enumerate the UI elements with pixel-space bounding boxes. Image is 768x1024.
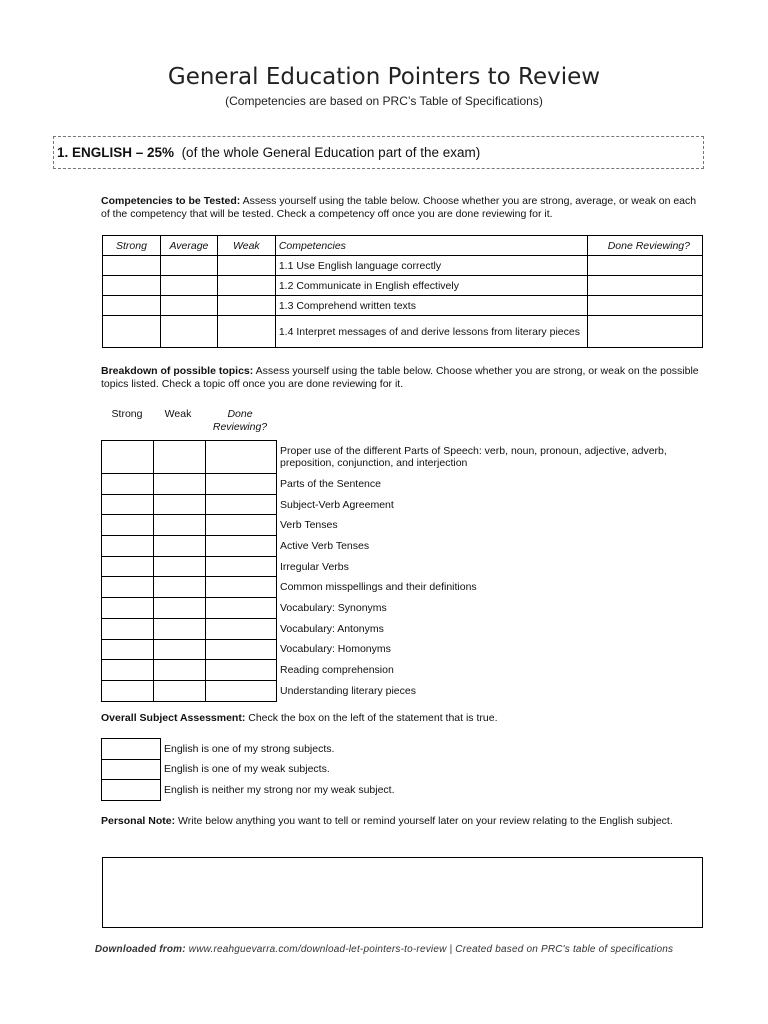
- topic-label: Reading comprehension: [280, 664, 394, 677]
- table-header-row: [103, 236, 703, 256]
- weak-checkbox-cell[interactable]: [217, 256, 275, 276]
- table-row: [102, 474, 703, 495]
- strong-checkbox-cell[interactable]: [102, 536, 154, 557]
- strong-checkbox-cell[interactable]: [102, 618, 154, 639]
- strong-checkbox-cell[interactable]: [103, 296, 161, 316]
- weak-checkbox-cell[interactable]: [154, 577, 206, 598]
- weak-checkbox-cell[interactable]: [154, 639, 206, 660]
- done-checkbox-cell[interactable]: [206, 556, 277, 577]
- weak-checkbox-cell[interactable]: [217, 296, 275, 316]
- weak-checkbox-cell[interactable]: [217, 276, 275, 296]
- table-row: [102, 577, 703, 598]
- personal-note-textarea[interactable]: [102, 857, 703, 928]
- strong-checkbox-cell[interactable]: [103, 256, 161, 276]
- strong-checkbox-cell[interactable]: [102, 441, 154, 474]
- topic-label: Irregular Verbs: [280, 560, 349, 573]
- done-checkbox-cell[interactable]: [206, 515, 277, 536]
- page-footer: [0, 944, 768, 955]
- header-done-reviewing: Done Reviewing?: [588, 236, 703, 256]
- competencies-intro-label: Competencies to be Tested:: [101, 195, 241, 207]
- strong-checkbox-cell[interactable]: [102, 639, 154, 660]
- table-row: [103, 316, 703, 348]
- table-row: [103, 296, 703, 316]
- done-checkbox-cell[interactable]: [206, 680, 277, 701]
- assessment-option: [102, 780, 501, 801]
- competency-label: 1.2 Communicate in English effectively: [275, 276, 587, 296]
- page-title: General Education Pointers to Review: [167, 64, 601, 90]
- done-checkbox-cell[interactable]: [206, 536, 277, 557]
- header-strong: Strong: [103, 236, 161, 256]
- topic-label: Parts of the Sentence: [280, 477, 381, 490]
- table-row: [102, 494, 703, 515]
- table-row: [103, 276, 703, 296]
- done-checkbox-cell[interactable]: [588, 256, 703, 276]
- table-row: [102, 618, 703, 639]
- topic-label: Active Verb Tenses: [280, 539, 370, 552]
- topics-header-weak: Weak: [164, 408, 192, 420]
- weak-checkbox-cell[interactable]: [154, 618, 206, 639]
- strong-checkbox-cell[interactable]: [102, 577, 154, 598]
- weak-checkbox-cell[interactable]: [154, 556, 206, 577]
- footer-text: www.reahguevarra.com/download-let-pointers-to-review | Created based on PRC's table of specifications: [185, 944, 674, 955]
- personal-note-label: Personal Note:: [101, 815, 176, 827]
- topics-header-strong: Strong: [111, 408, 143, 420]
- done-checkbox-cell[interactable]: [206, 441, 277, 474]
- topic-label: Subject-Verb Agreement: [280, 498, 394, 511]
- weak-checkbox-cell[interactable]: [154, 660, 206, 681]
- done-checkbox-cell[interactable]: [206, 474, 277, 495]
- done-checkbox-cell[interactable]: [206, 494, 277, 515]
- competencies-table: [102, 235, 703, 348]
- topic-label: Vocabulary: Homonyms: [280, 643, 391, 656]
- average-checkbox-cell[interactable]: [160, 256, 217, 276]
- done-checkbox-cell[interactable]: [206, 639, 277, 660]
- done-checkbox-cell[interactable]: [206, 660, 277, 681]
- done-checkbox-cell[interactable]: [206, 618, 277, 639]
- header-average: Average: [160, 236, 217, 256]
- done-checkbox-cell[interactable]: [206, 577, 277, 598]
- strong-checkbox-cell[interactable]: [102, 474, 154, 495]
- table-row: [102, 556, 703, 577]
- topics-table: [101, 440, 703, 702]
- weak-checkbox-cell[interactable]: [154, 494, 206, 515]
- strong-checkbox-cell[interactable]: [102, 556, 154, 577]
- strong-checkbox-cell[interactable]: [103, 316, 161, 348]
- strong-checkbox-cell[interactable]: [102, 660, 154, 681]
- done-checkbox-cell[interactable]: [206, 598, 277, 619]
- strong-checkbox-cell[interactable]: [102, 515, 154, 536]
- competency-label: 1.3 Comprehend written texts: [275, 296, 587, 316]
- topics-intro-label: Breakdown of possible topics:: [101, 365, 254, 377]
- header-weak: Weak: [217, 236, 275, 256]
- section-heading-note: (of the whole General Education part of the exam): [181, 145, 481, 160]
- weak-checkbox-cell[interactable]: [154, 474, 206, 495]
- section-header-box: [53, 136, 704, 169]
- assessment-option-label: English is one of my weak subjects.: [164, 763, 330, 776]
- strong-checkbox-cell[interactable]: [102, 680, 154, 701]
- weak-checkbox-cell[interactable]: [154, 441, 206, 474]
- competencies-intro: [101, 195, 701, 221]
- topics-header-done: Done Reviewing?: [212, 408, 268, 433]
- topic-label: Vocabulary: Synonyms: [280, 601, 387, 614]
- strong-checkbox-cell[interactable]: [102, 598, 154, 619]
- assessment-option-label: English is one of my strong subjects.: [164, 742, 335, 755]
- weak-checkbox-cell[interactable]: [154, 680, 206, 701]
- topics-intro-text: Assess yourself using the table below. Choose whether you are strong, or weak on the possible topics listed. Check a topic off once you are done reviewing for it.: [101, 365, 699, 390]
- assessment-option: [102, 739, 501, 760]
- personal-note-intro: [101, 815, 701, 828]
- topic-label: Understanding literary pieces: [280, 684, 416, 697]
- weak-checkbox-cell[interactable]: [154, 598, 206, 619]
- competencies-intro-text: Assess yourself using the table below. Choose whether you are strong, average, or weak on each of the competency that will be tested. Check a competency off once you are done reviewing for it.: [101, 195, 697, 220]
- assessment-option: [102, 759, 501, 780]
- strong-checkbox-cell[interactable]: [103, 276, 161, 296]
- average-checkbox-cell[interactable]: [160, 316, 217, 348]
- assessment-intro-label: Overall Subject Assessment:: [101, 712, 246, 724]
- table-row: [102, 639, 703, 660]
- table-row: [102, 441, 703, 474]
- weak-checkbox-cell[interactable]: [154, 515, 206, 536]
- section-heading: [57, 145, 480, 160]
- topic-label: Proper use of the different Parts of Speech: verb, noun, pronoun, adjective, adverb, preposition, conjunction, and interjection: [280, 445, 667, 469]
- assessment-checkbox[interactable]: [102, 739, 161, 760]
- done-checkbox-cell[interactable]: [588, 316, 703, 348]
- weak-checkbox-cell[interactable]: [154, 536, 206, 557]
- personal-note-text: Write below anything you want to tell or remind yourself later on your review relating to the English subject.: [175, 815, 673, 827]
- topic-label: Common misspellings and their definitions: [280, 581, 477, 594]
- page-subtitle: (Competencies are based on PRC’s Table of Specifications): [225, 94, 543, 108]
- average-checkbox-cell[interactable]: [160, 296, 217, 316]
- table-row: [103, 256, 703, 276]
- assessment-checkbox[interactable]: [102, 780, 161, 801]
- section-heading-label: 1. ENGLISH – 25%: [57, 145, 175, 160]
- weak-checkbox-cell[interactable]: [217, 316, 275, 348]
- topic-label: Vocabulary: Antonyms: [280, 622, 384, 635]
- done-checkbox-cell[interactable]: [588, 276, 703, 296]
- assessment-intro-text: Check the box on the left of the statement that is true.: [245, 712, 498, 724]
- assessment-checkbox[interactable]: [102, 759, 161, 780]
- header-competencies: Competencies: [275, 236, 587, 256]
- assessment-option-label: English is neither my strong nor my weak subject.: [164, 783, 395, 796]
- table-row: [102, 598, 703, 619]
- average-checkbox-cell[interactable]: [160, 276, 217, 296]
- table-row: [102, 680, 703, 701]
- footer-label: Downloaded from:: [94, 944, 186, 955]
- assessment-intro: [101, 712, 701, 725]
- competency-label: 1.4 Interpret messages of and derive lessons from literary pieces: [275, 316, 587, 348]
- topics-intro: [101, 365, 701, 391]
- strong-checkbox-cell[interactable]: [102, 494, 154, 515]
- done-checkbox-cell[interactable]: [588, 296, 703, 316]
- competency-label: 1.1 Use English language correctly: [275, 256, 587, 276]
- table-row: [102, 660, 703, 681]
- table-row: [102, 536, 703, 557]
- assessment-table: [101, 738, 501, 801]
- topic-label: Verb Tenses: [280, 519, 338, 532]
- table-row: [102, 515, 703, 536]
